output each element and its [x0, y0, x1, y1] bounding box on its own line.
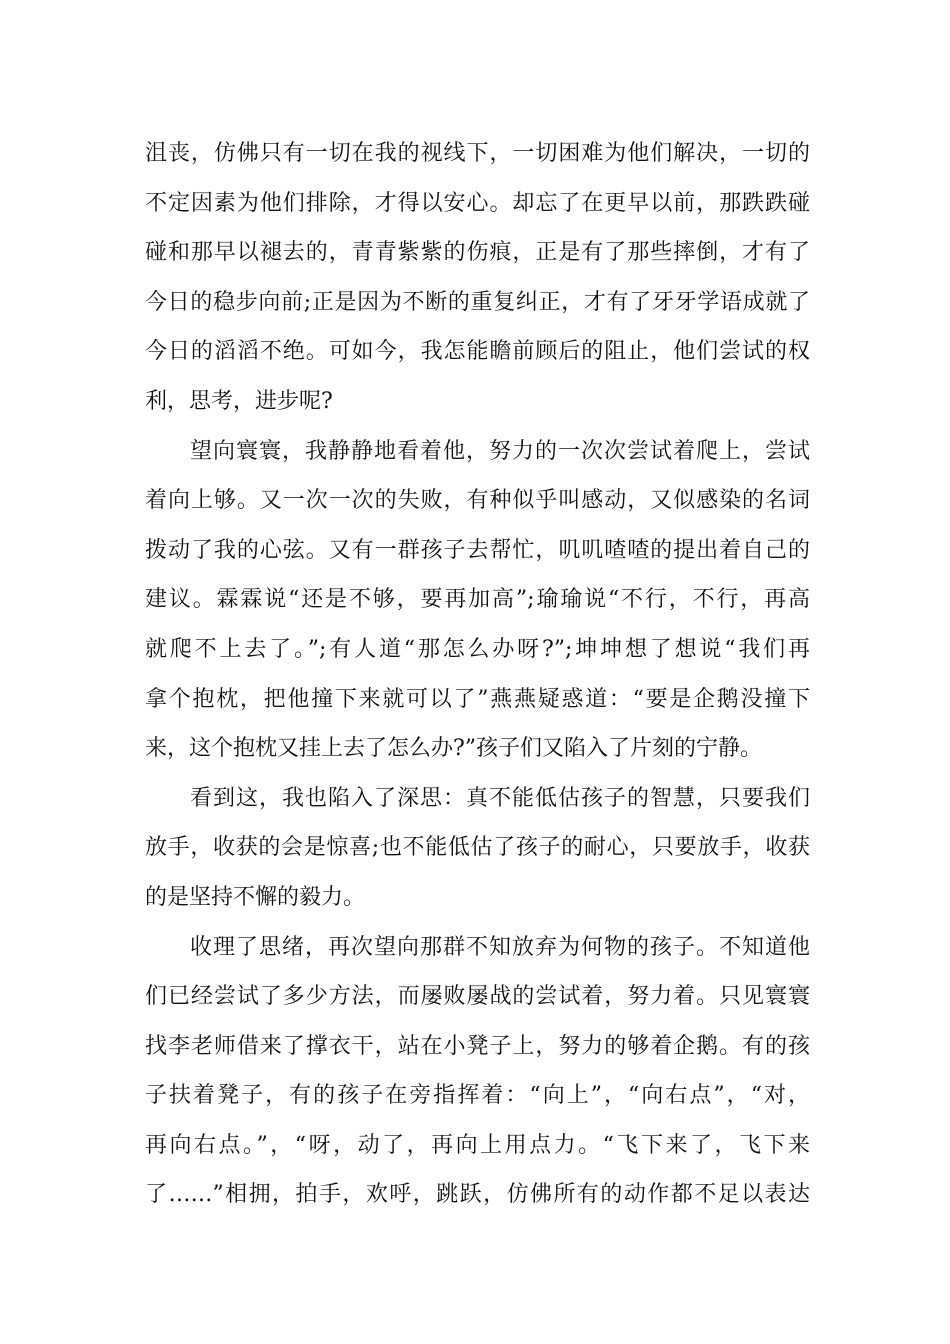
text-line: 今日的滔滔不绝。可如今，我怎能瞻前顾后的阻止，他们尝试的权: [145, 339, 810, 365]
text-line: 了……”相拥，拍手，欢呼，跳跃，仿佛所有的动作都不足以表达: [145, 1182, 810, 1208]
text-line: 着向上够。又一次一次的失败，有种似乎叫感动，又似感染的名词: [145, 488, 810, 514]
text-line: 不定因素为他们排除，才得以安心。却忘了在更早以前，那跌跌碰: [145, 190, 810, 216]
text-line: 再向右点。”，“呀，动了，再向上用点力。“飞下来了，飞下来: [145, 1132, 810, 1158]
text-line: 就爬不上去了。”;有人道“那怎么办呀?”;坤坤想了想说“我们再: [145, 636, 810, 662]
text-line: 收理了思绪，再次望向那群不知放弃为何物的孩子。不知道他: [190, 934, 810, 960]
text-line: 看到这，我也陷入了深思：真不能低估孩子的智慧，只要我们: [190, 785, 810, 811]
text-line: 建议。霖霖说“还是不够，要再加高”;瑜瑜说“不行，不行，再高: [145, 587, 810, 613]
text-line: 找李老师借来了撑衣干，站在小凳子上，努力的够着企鹅。有的孩: [145, 1033, 810, 1059]
body-text: [145, 129, 810, 1220]
text-line: 子扶着凳子，有的孩子在旁指挥着：“向上”，“向右点”，“对，: [145, 1083, 810, 1109]
text-line: 望向寰寰，我静静地看着他，努力的一次次尝试着爬上，尝试: [190, 438, 810, 464]
text-line: 拿个抱枕，把他撞下来就可以了”燕燕疑惑道：“要是企鹅没撞下: [145, 686, 810, 712]
text-line: 放手，收获的会是惊喜;也不能低估了孩子的耐心，只要放手，收获: [145, 835, 810, 861]
text-line: 来，这个抱枕又挂上去了怎么办?”孩子们又陷入了片刻的宁静。: [145, 736, 763, 762]
text-line: 拨动了我的心弦。又有一群孩子去帮忙，叽叽喳喳的提出着自己的: [145, 537, 810, 563]
text-line: 的是坚持不懈的毅力。: [145, 884, 366, 910]
text-line: 利，思考，进步呢?: [145, 388, 333, 414]
text-line: 碰和那早以褪去的，青青紫紫的伤痕，正是有了那些摔倒，才有了: [145, 240, 810, 266]
text-line: 们已经尝试了多少方法，而屡败屡战的尝试着，努力着。只见寰寰: [145, 984, 810, 1010]
text-line: 沮丧，仿佛只有一切在我的视线下，一切困难为他们解决，一切的: [145, 141, 810, 166]
text-line: 今日的稳步向前;正是因为不断的重复纠正，才有了牙牙学语成就了: [145, 289, 810, 315]
